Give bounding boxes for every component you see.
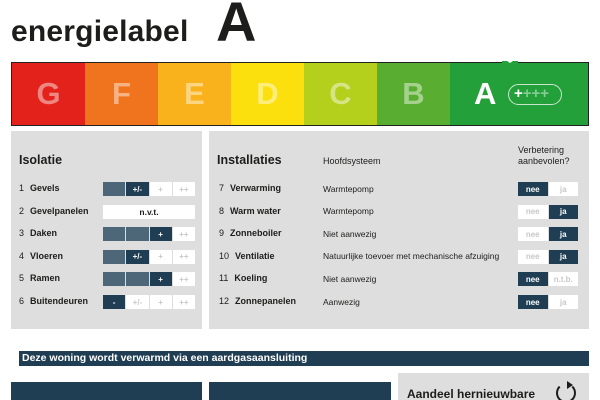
title-class-letter: A — [216, 0, 257, 53]
row-number: 11 — [219, 273, 229, 284]
label-title — [11, 0, 311, 58]
heating-note: Deze woning wordt verwarmd via een aardgasaansluiting — [19, 351, 589, 366]
rating-cell — [103, 272, 125, 286]
rating-cell — [126, 227, 148, 241]
improvement-indicator — [518, 272, 578, 286]
energy-class-d — [231, 63, 304, 125]
insulation-row-label — [19, 296, 88, 306]
improvement-indicator — [518, 250, 578, 264]
renewable-share-panel — [398, 373, 589, 400]
energy-class-letter: G — [36, 76, 61, 111]
energy-class-a — [450, 63, 588, 125]
improvement-no: nee — [518, 295, 548, 309]
energy-class-letter: B — [402, 76, 425, 111]
rating-cell: + — [150, 295, 172, 309]
row-name: Vloeren — [30, 250, 64, 261]
rating-cell: ++ — [173, 272, 195, 286]
plus-rating-inactive: +++ — [522, 85, 550, 102]
improvement-indicator — [518, 205, 578, 219]
improvement-no: nee — [518, 272, 548, 286]
recycle-icon — [556, 383, 576, 400]
improvement-indicator — [518, 295, 578, 309]
row-number: 12 — [219, 296, 230, 306]
insulation-title: Isolatie — [19, 153, 63, 167]
energy-class-letter: A — [474, 76, 497, 111]
row-name: Gevels — [30, 183, 60, 193]
row-number: 8 — [219, 205, 225, 216]
rating-cell: + — [150, 272, 172, 286]
main-system-value: Aanwezig — [323, 296, 360, 307]
improvement-indicator — [518, 182, 578, 196]
selected-class-notch — [500, 56, 520, 63]
improvement-header-line1: Verbetering — [518, 145, 565, 155]
row-number: 1 — [19, 183, 25, 193]
rating-cell: + — [150, 227, 172, 241]
improvement-no: nee — [518, 250, 548, 264]
insulation-rating-scale — [103, 295, 195, 309]
improvement-indicator — [518, 227, 578, 241]
energy-scale-bar — [11, 62, 589, 126]
improvement-yes: ja — [549, 250, 579, 264]
insulation-row-label — [19, 183, 60, 193]
row-name: Gevelpanelen — [30, 205, 89, 216]
rating-cell: ++ — [173, 295, 195, 309]
row-name: Buitendeuren — [30, 296, 89, 306]
rating-cell: ++ — [173, 182, 195, 196]
rating-cell: +/- — [126, 295, 148, 309]
title-word: energielabel — [11, 15, 189, 48]
rating-cell: +/- — [126, 182, 148, 196]
improvement-yes: n.t.b. — [549, 272, 579, 286]
row-number: 3 — [19, 228, 25, 239]
plus-rating-pill — [508, 84, 562, 105]
rating-cell: + — [150, 182, 172, 196]
installation-row-label — [219, 183, 281, 193]
rating-cell — [103, 250, 125, 264]
improvement-header-line2: aanbevolen? — [518, 156, 570, 166]
main-system-value: Warmtepomp — [323, 206, 374, 217]
energy-class-letter: F — [112, 76, 131, 111]
rating-cell: + — [150, 250, 172, 264]
row-name: Warm water — [230, 205, 281, 216]
installation-row-label — [219, 251, 275, 261]
row-name: Zonnepanelen — [235, 296, 297, 306]
installations-title: Installaties — [217, 153, 282, 167]
energy-class-f — [85, 63, 158, 125]
main-system-value: Niet aanwezig — [323, 273, 377, 284]
energy-class-e — [158, 63, 231, 125]
energy-class-letter: C — [329, 76, 352, 111]
installation-row-label — [219, 273, 267, 283]
row-number: 10 — [219, 250, 230, 261]
energy-class-letter: D — [256, 76, 279, 111]
improvement-yes: ja — [549, 205, 579, 219]
bottom-panel-left — [11, 382, 202, 400]
rating-cell: ++ — [173, 227, 195, 241]
row-name: Koeling — [234, 273, 268, 284]
row-name: Verwarming — [230, 183, 282, 193]
row-number: 7 — [219, 183, 225, 193]
improvement-no: nee — [518, 182, 548, 196]
energy-class-letter: E — [184, 76, 205, 111]
plus-rating-active: + — [514, 85, 523, 102]
insulation-rating-scale — [103, 205, 195, 219]
installations-panel — [209, 131, 589, 329]
insulation-rating-scale — [103, 250, 195, 264]
improvement-no: nee — [518, 205, 548, 219]
insulation-rating-scale — [103, 272, 195, 286]
installation-row-label — [219, 228, 282, 238]
row-name: Daken — [30, 228, 58, 239]
insulation-row-label — [19, 251, 63, 261]
energy-class-g — [12, 63, 85, 125]
row-name: Ventilatie — [235, 250, 275, 261]
main-system-value: Warmtepomp — [323, 183, 374, 194]
rating-cell: +/- — [126, 250, 148, 264]
insulation-row-label — [19, 228, 57, 238]
insulation-rating-scale — [103, 227, 195, 241]
rating-cell — [103, 227, 125, 241]
row-name: Zonneboiler — [230, 228, 282, 239]
rating-cell — [126, 272, 148, 286]
row-name: Ramen — [30, 273, 61, 284]
improvement-yes: ja — [549, 295, 579, 309]
not-applicable-cell: n.v.t. — [103, 205, 195, 219]
row-number: 9 — [219, 228, 225, 239]
improvement-no: nee — [518, 227, 548, 241]
rating-cell: - — [103, 295, 125, 309]
installation-row-label — [219, 206, 281, 216]
improvement-yes: ja — [549, 227, 579, 241]
rating-cell — [103, 182, 125, 196]
insulation-panel — [11, 131, 202, 329]
main-system-value: Niet aanwezig — [323, 228, 377, 239]
row-number: 5 — [19, 273, 25, 284]
row-number: 6 — [19, 296, 25, 306]
main-system-value: Natuurlijke toevoer met mechanische afzuiging — [323, 251, 500, 262]
insulation-rating-scale — [103, 182, 195, 196]
row-number: 4 — [19, 250, 25, 261]
insulation-row-label — [19, 273, 60, 283]
renewable-share-label: Aandeel hernieuwbare — [407, 387, 536, 400]
insulation-row-label — [19, 206, 89, 216]
energy-class-c — [304, 63, 377, 125]
main-system-header: Hoofdsysteem — [323, 156, 381, 166]
rating-cell: ++ — [173, 250, 195, 264]
installation-row-label — [219, 296, 296, 306]
improvement-yes: ja — [549, 182, 579, 196]
row-number: 2 — [19, 205, 25, 216]
bottom-panel-middle — [209, 382, 391, 400]
energy-class-b — [377, 63, 450, 125]
